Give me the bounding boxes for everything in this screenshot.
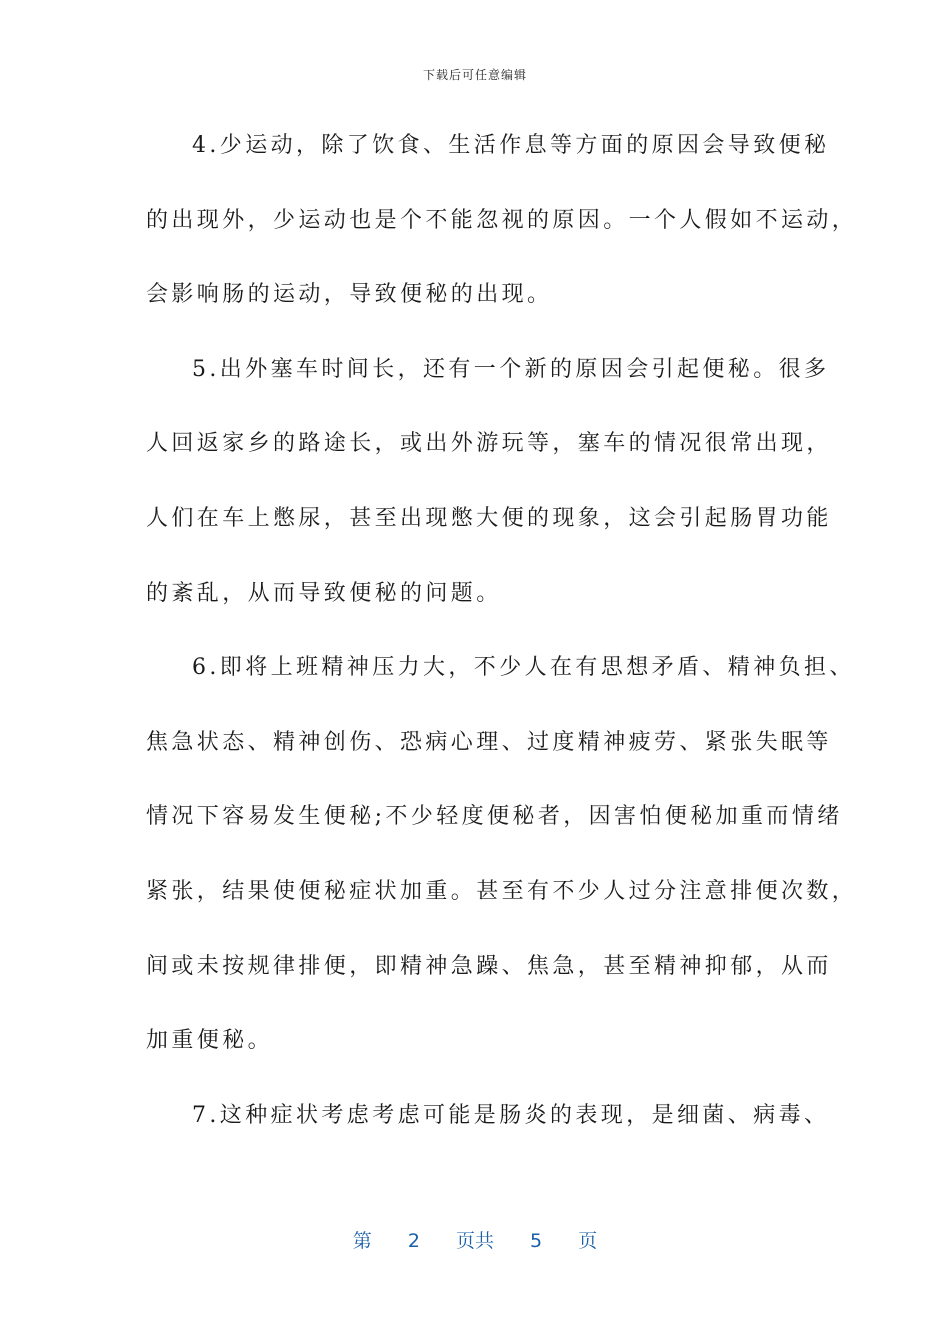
paragraph-line: 5.出外塞车时间长，还有一个新的原因会引起便秘。很多: [192, 356, 830, 382]
footer-suffix: 页: [578, 1230, 598, 1252]
paragraph-line: 6.即将上班精神压力大，不少人在有思想矛盾、精神负担、: [192, 655, 855, 681]
paragraph-line: 的紊乱，从而导致便秘的问题。: [146, 580, 502, 606]
footer-middle: 页共: [455, 1230, 494, 1252]
paragraph-line: 的出现外，少运动也是个不能忽视的原因。一个人假如不运动，: [146, 207, 858, 233]
footer-prefix: 第: [352, 1230, 372, 1252]
paragraph-line: 4.少运动，除了饮食、生活作息等方面的原因会导致便秘: [192, 133, 830, 158]
paragraph-line: 人回返家乡的路途长，或出外游玩等，塞车的情况很常出现，: [146, 431, 832, 457]
paragraph-line: 人们在车上憋尿，甚至出现憋大便的现象，这会引起肠胃功能: [146, 505, 832, 531]
paragraph-line: 紧张，结果使便秘症状加重。甚至有不少人过分注意排便次数，: [146, 878, 858, 904]
paragraph-line: 加重便秘。: [146, 1028, 274, 1054]
total-page-number: 5: [530, 1230, 543, 1252]
paragraph-line: 间或未按规律排便，即精神急躁、焦急，甚至精神抑郁，从而: [146, 953, 832, 979]
current-page-number: 2: [407, 1230, 420, 1252]
page-header: 下载后可任意编辑: [422, 68, 527, 82]
page-footer: [0, 1226, 950, 1253]
document-body: [146, 122, 858, 1166]
paragraph-line: 7.这种症状考虑考虑可能是肠炎的表现，是细菌、病毒、: [192, 1102, 830, 1128]
paragraph-line: 焦急状态、精神创伤、恐病心理、过度精神疲劳、紧张失眠等: [146, 729, 832, 755]
paragraph-line: 会影响肠的运动，导致便秘的出现。: [146, 282, 553, 308]
paragraph-line: 情况下容易发生便秘;不少轻度便秘者，因害怕便秘加重而情绪: [146, 804, 843, 830]
